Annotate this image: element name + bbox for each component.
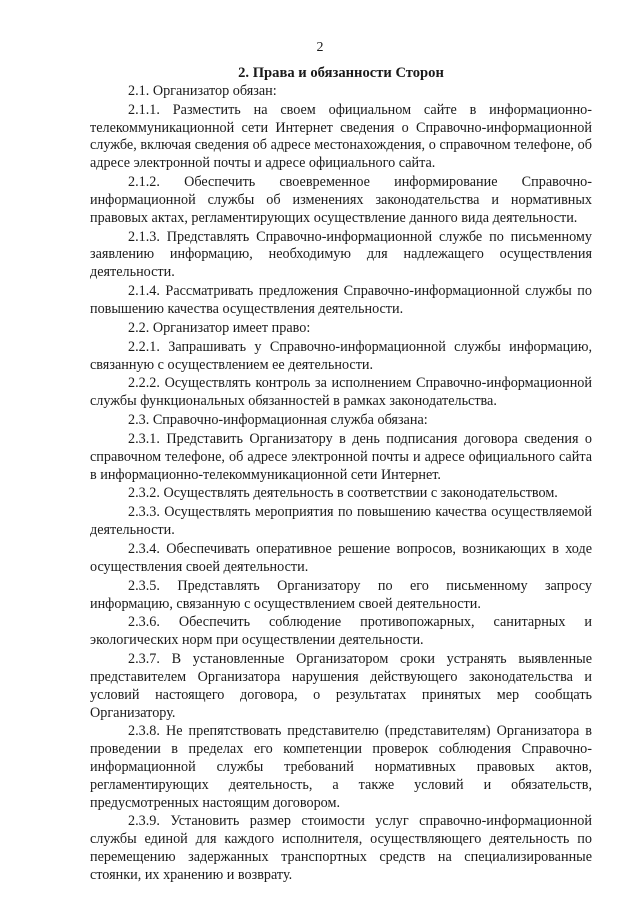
clause-2-3-3: 2.3.3. Осуществлять мероприятия по повышению качества осуществляемой деятельности.: [90, 504, 592, 539]
clause-2-3-5: 2.3.5. Представлять Организатору по его письменному запросу информацию, связанную с осуществлением своей деятельности.: [90, 577, 592, 612]
clause-2-2-2: 2.2.2. Осуществлять контроль за исполнением Справочно-информационной службы функциональных обязанностей в рамках законодательства.: [90, 375, 592, 410]
clause-2-1-2: 2.1.2. Обеспечить своевременное информирование Справочно-информационной службы об изменениях законодательства и нормативных правовых актах, регламентирующих осуществление данного вида деятельности.: [90, 174, 592, 226]
clause-2-1: 2.1. Организатор обязан:: [128, 83, 277, 99]
clause-2-3: 2.3. Справочно-информационная служба обязана:: [128, 412, 428, 429]
clause-2-1-3: 2.1.3. Представлять Справочно-информационной службе по письменному заявлению информацию, необходимую для надлежащего осуществления деятельности.: [90, 228, 592, 281]
clause-2-3-1: 2.3.1. Представить Организатору в день подписания договора сведения о справочном телефоне, об адресе электронной почты и адресе официального сайта в информационно-телекоммуникационной сети Интернет.: [90, 430, 592, 483]
clause-2-2: 2.2. Организатор имеет право:: [128, 319, 311, 336]
clause-2-2-1: 2.2.1. Запрашивать у Справочно-информационной службы информацию, связанную с осуществлением ее деятельности.: [90, 338, 592, 373]
clause-2-3-9: 2.3.9. Установить размер стоимости услуг справочно-информационной службы единой для каждого исполнителя, осуществляющего деятельность по перемещению задержанных транспортных средств на специализированные стоянки, их хранению и возврату.: [90, 813, 592, 883]
section-title: 2. Права и обязанности Сторон: [238, 65, 444, 81]
document-body: [90, 64, 592, 885]
clause-2-3-6: 2.3.6. Обеспечить соблюдение противопожарных, санитарных и экологических норм при осуществлении деятельности.: [90, 614, 592, 649]
clause-2-3-7: 2.3.7. В установленные Организатором сроки устранять выявленные представителем Организатора нарушения действующего законодательства и условий настоящего договора, о результатах принятых мер сообщать Организатору.: [90, 651, 592, 721]
page-number: 2: [316, 40, 324, 55]
clause-2-1-4: 2.1.4. Рассматривать предложения Справочно-информационной службы по повышению качества осуществления деятельности.: [90, 283, 592, 317]
clause-2-1-1: 2.1.1. Разместить на своем официальном сайте в информационно-телекоммуникационной сети Интернет сведения о Справочно-информационной службе, включая сведения об адресе местонахождения, о справочном телефоне, об адресе электронной почты и адресе официального сайта.: [90, 101, 592, 172]
clause-2-3-8: 2.3.8. Не препятствовать представителю (представителям) Организатора в проведении в пределах его компетенции проверок соблюдения Справочно-информационной службы требований нормативных правовых актов, регламентирующих деятельность, а также условий и обязательств, предусмотренных настоящим договором.: [90, 723, 592, 811]
clause-2-3-2: 2.3.2. Осуществлять деятельность в соответствии с законодательством.: [128, 485, 558, 502]
clause-2-3-4: 2.3.4. Обеспечивать оперативное решение вопросов, возникающих в ходе осуществления своей деятельности.: [90, 541, 592, 575]
